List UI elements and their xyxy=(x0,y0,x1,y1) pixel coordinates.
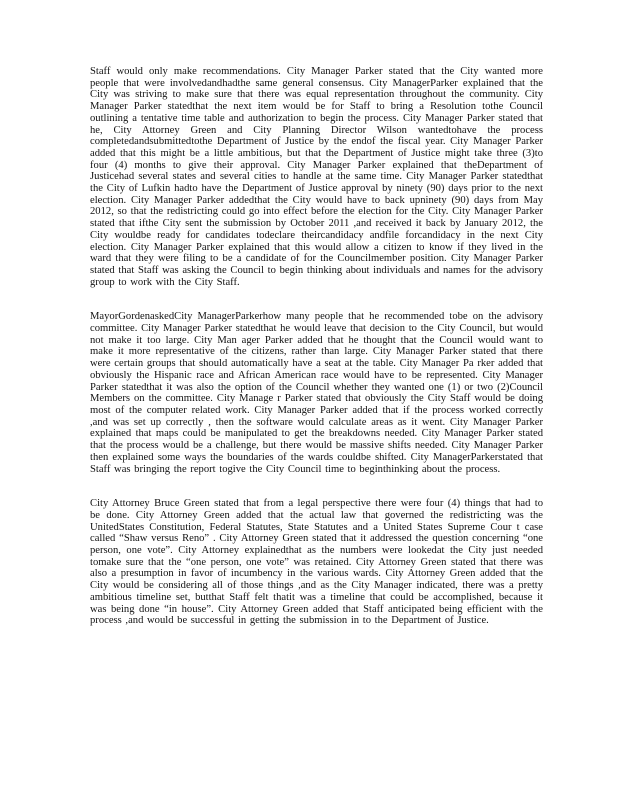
document-page xyxy=(90,66,543,627)
paragraph-2: MayorGordenaskedCity ManagerParkerhow many people that he recommended tobe on the advisory committee. City Manager Parker statedthat he would leave that decision to the City Council, but would not make it too large. City Man ager Parker added that he thought that the Council would want to make it more representative of the citizens, rather than large. City Manager Parker stated that there were certain groups that should automatically have a seat at the table. City Manager Pa rker added that obviously the Hispanic race and African American race would have to be represented. City Manager Parker statedthat it was also the option of the Council whether they wanted one (1) or two (2)Council Members on the committee. City Manage r Parker stated that obviously the City Staff would be doing most of the computer related work. City Manager Parker added that if the process worked correctly ,and was set up correctly , then the software would calculate areas as it went. City Manager Parker explained that maps could be manipulated to get the breakdowns needed. City Manager Parker stated that the process would be a challenge, but there would be massive shifts needed. City Manager Parker then explained some ways the boundaries of the wards couldbe shifted. City ManagerParkerstated that Staff was bringing the report togive the City Council time to beginthinking about the process. xyxy=(90,311,543,475)
paragraph-3: City Attorney Bruce Green stated that from a legal perspective there were four (4) things that had to be done. City Attorney Green added that the actual law that governed the redistricting was the UnitedStates Constitution, Federal Statutes, State Statutes and a United States Supreme Cour t case called “Shaw versus Reno” . City Attorney Green stated that it addressed the question concerning “one person, one vote”. City Attorney explainedthat as the numbers were lookedat the City just needed tomake sure that the “one person, one vote” was retained. City Attorney Green stated that there was also a presumption in favor of incumbency in the various wards. City Attorney Green added that the City would be considering all of those things ,and as the City Manager indicated, there was a pretty ambitious timeline set, butthat Staff felt thatit was a timeline that could be accomplished, because it was being done “in house”. City Attorney Green added that Staff anticipated being efficient with the process ,and would be successful in getting the submission in to the Department of Justice. xyxy=(90,498,543,627)
paragraph-1: Staff would only make recommendations. City Manager Parker stated that the City wanted more people that were involvedandhadthe same general consensus. City ManagerParker explained that the City was striving to make sure that there was equal representation throughout the community. City Manager Parker statedthat the next item would be for Staff to bring a Resolution tothe Council outlining a tentative time table and authorization to begin the process. City Manager Parker stated that he, City Attorney Green and City Planning Director Wilson wantedtohave the process completedandsubmittedtothe Department of Justice by the endof the fiscal year. City Manager Parker added that this might be a little ambitious, but that the Department of Justice might take three (3)to four (4) months to give their approval. City Manager Parker explained that theDepartment of Justicehad several states and several cities to handle at the same time. City Manager Parker statedthat the City of Lufkin hadto have the Department of Justice approval by ninety (90) days prior to the next election. City Manager Parker addedthat the City would have to back upninety (90) days from May 2012, so that the redistricting could go into effect before the election for the City. City Manager Parker stated that ifthe City sent the submission by October 2011 ,and received it back by January 2012, the City wouldbe ready for candidates todeclare theircandidacy andfile forcandidacy in the next City election. City Manager Parker explained that this would allow a citizen to know if they lived in the ward that they were filing to be a candidate of for the Councilmember position. City Manager Parker stated that Staff was asking the Council to begin thinking about individuals and names for the advisory group to work with the City Staff. xyxy=(90,66,543,288)
